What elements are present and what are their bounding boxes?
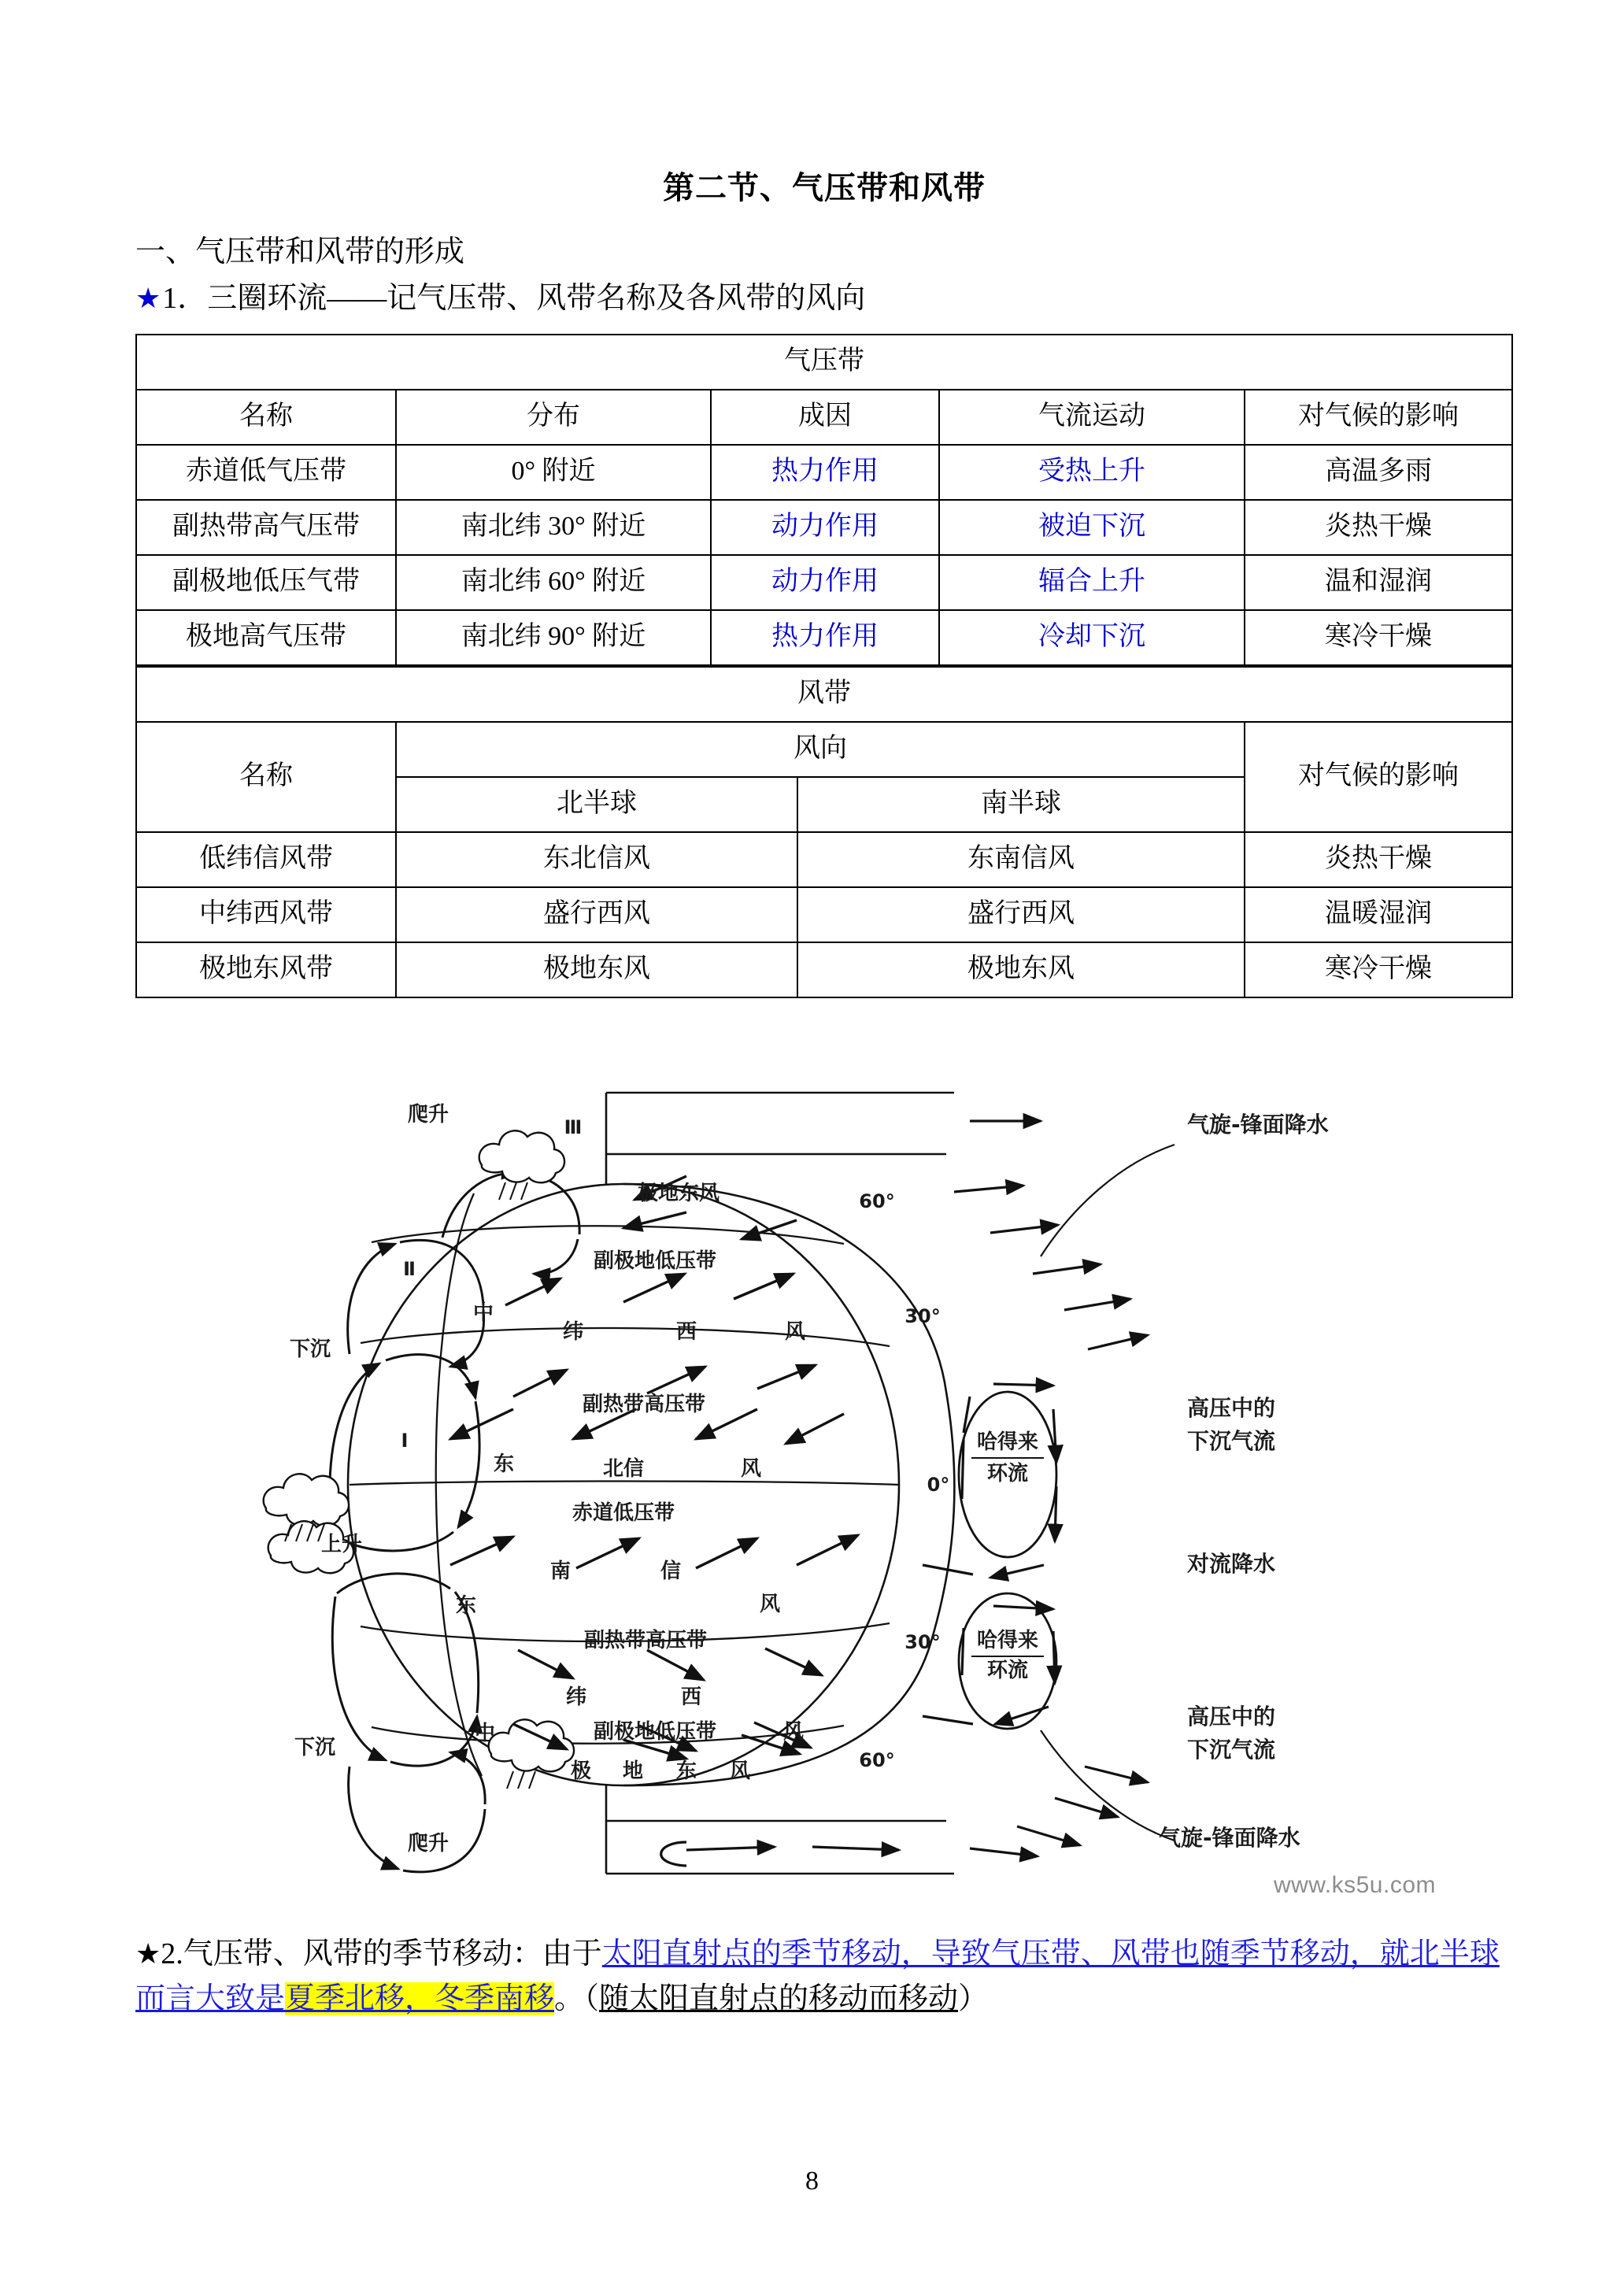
label-se-trade-4: 风	[759, 1592, 781, 1616]
latitude-lines	[350, 1226, 899, 1744]
label-ne-trade-2: 北信	[602, 1456, 645, 1481]
label-hadley-top-line1: 哈得来	[976, 1430, 1039, 1454]
cell-climate: 高温多雨	[1245, 445, 1512, 500]
cell-dist: 南北纬 90° 附近	[396, 610, 711, 665]
label-sink-top: 下沉	[289, 1337, 331, 1361]
label-lat-30-south: 30°	[904, 1630, 941, 1653]
label-polar-east-s-1: 极	[570, 1759, 592, 1783]
circulation-figure-svg	[135, 1045, 1511, 1911]
label-lat-0: 0°	[927, 1473, 950, 1496]
label-cell-2: Ⅱ	[403, 1257, 416, 1280]
cell-name: 中纬西风带	[136, 887, 396, 942]
label-polar-east-s-4: 风	[729, 1759, 751, 1783]
label-hadley-bottom-line2: 环流	[986, 1658, 1029, 1682]
table-row	[136, 887, 1512, 942]
cell-dist: 南北纬 30° 附近	[396, 500, 711, 555]
column-header-cause: 成因	[711, 390, 939, 445]
label-ne-trade-3: 风	[740, 1456, 762, 1481]
page-title: 第二节、气压带和风带	[663, 170, 986, 205]
diagram-text-labels	[290, 1103, 1329, 1856]
cell-south: 盛行西风	[797, 887, 1245, 942]
label-polar-easterly-north: 极地东风	[637, 1181, 720, 1205]
label-high-sink-bot-line2: 下沉气流	[1187, 1736, 1276, 1763]
label-high-sink-top-line1: 高压中的	[1187, 1394, 1276, 1421]
label-lat-60-south: 60°	[859, 1748, 895, 1771]
cell-climate: 温暖湿润	[1245, 887, 1512, 942]
label-subpolar-low-north: 副极地低压带	[593, 1249, 717, 1273]
column-header-north-hemisphere: 北半球	[396, 777, 797, 832]
paragraph-segment-plain: 2.气压带、风带的季节移动：由于	[161, 1937, 602, 1970]
table-header-row	[136, 390, 1512, 445]
label-polar-east-s-2: 地	[622, 1759, 644, 1783]
label-polar-east-s-3: 东	[675, 1759, 697, 1783]
label-hadley-top-line2: 环流	[986, 1461, 1029, 1486]
label-cyclone-front-top: 气旋-锋面降水	[1187, 1111, 1329, 1138]
seasonal-shift-paragraph	[135, 1932, 1513, 2023]
label-lat-30-north: 30°	[904, 1304, 941, 1327]
wind-belt-banner: 风带	[136, 667, 1512, 722]
cell-dist: 0° 附近	[396, 445, 711, 500]
cell-cause: 动力作用	[711, 555, 939, 610]
table-row	[136, 832, 1512, 887]
label-cell-1: Ⅰ	[401, 1429, 409, 1452]
cell-north: 东北信风	[396, 832, 797, 887]
table-row	[136, 942, 1512, 997]
cell-name: 极地高气压带	[136, 610, 396, 665]
cell-north: 极地东风	[396, 942, 797, 997]
cell-airflow: 被迫下沉	[939, 500, 1245, 555]
label-ne-trade-1: 东	[493, 1452, 515, 1476]
cell-north: 盛行西风	[396, 887, 797, 942]
label-convective-rain: 对流降水	[1187, 1550, 1276, 1577]
label-high-sink-bot-line1: 高压中的	[1187, 1703, 1276, 1730]
pressure-belt-table	[135, 334, 1513, 666]
column-header-climate: 对气候的影响	[1245, 390, 1512, 445]
page-number: 8	[805, 2166, 819, 2196]
label-se-trade-3: 东	[455, 1593, 477, 1618]
column-header-name: 名称	[136, 390, 396, 445]
label-mid-west-n-4: 风	[784, 1319, 806, 1344]
subsection-heading-row	[135, 279, 1513, 319]
cross-section-arrows	[661, 1121, 1148, 1866]
cell-climate: 炎热干燥	[1245, 832, 1512, 887]
table-banner-row	[136, 335, 1512, 390]
wind-belt-table	[135, 666, 1513, 998]
table-row	[136, 500, 1512, 555]
cell-airflow: 辐合上升	[939, 555, 1245, 610]
cell-airflow: 冷却下沉	[939, 610, 1245, 665]
label-se-trade-1: 南	[549, 1559, 572, 1583]
label-mid-west-s-4: 风	[782, 1719, 805, 1744]
column-header-south-hemisphere: 南半球	[797, 777, 1245, 832]
label-equatorial-low: 赤道低压带	[572, 1500, 675, 1525]
cell-airflow: 受热上升	[939, 445, 1245, 500]
column-header-airflow: 气流运动	[939, 390, 1245, 445]
paragraph-segment-underlined: 随太阳直射点的移动而移动	[599, 1982, 959, 2016]
paragraph-segment-close-paren: ）	[958, 1982, 989, 2016]
cell-name: 低纬信风带	[136, 832, 396, 887]
label-mid-west-s-1: 中	[474, 1721, 496, 1745]
label-sink-bottom: 下沉	[294, 1735, 336, 1759]
paragraph-segment-highlight: 夏季北移，冬季南移	[285, 1982, 555, 2016]
cell-cause: 动力作用	[711, 500, 939, 555]
cell-cause: 热力作用	[711, 610, 939, 665]
cell-climate: 寒冷干燥	[1245, 610, 1512, 665]
label-cell-3: Ⅲ	[564, 1116, 583, 1138]
cell-climate: 温和湿润	[1245, 555, 1512, 610]
cell-climate: 炎热干燥	[1245, 500, 1512, 555]
label-subtropical-high-south: 副热带高压带	[583, 1628, 708, 1652]
cell-dist: 南北纬 60° 附近	[396, 555, 711, 610]
table-banner-row	[136, 667, 1512, 722]
cell-south: 极地东风	[797, 942, 1245, 997]
table-header-row-1	[136, 722, 1512, 777]
paragraph-segment-punct: 。（	[554, 1982, 600, 2016]
label-climb-top: 爬升	[407, 1102, 449, 1127]
label-se-trade-2: 信	[660, 1559, 682, 1583]
label-mid-west-n-3: 西	[675, 1319, 697, 1344]
label-leader-lines	[1041, 1145, 1175, 1841]
cell-name: 副热带高气压带	[136, 500, 396, 555]
section-heading: 一、气压带和风带的形成	[135, 235, 465, 268]
cell-south: 东南信风	[797, 832, 1245, 887]
label-hadley-bottom-line1: 哈得来	[976, 1628, 1039, 1652]
three-cell-circulation-diagram	[135, 1045, 1511, 1911]
label-mid-west-n-2: 纬	[562, 1319, 584, 1344]
table-row	[136, 445, 1512, 500]
column-header-wind-direction: 风向	[396, 722, 1245, 777]
table-row	[136, 555, 1512, 610]
paragraph-segment-link: 太阳直射点的季节移动，导致气压带、风带也随季节移动，就北半球而言大致是	[135, 1937, 1500, 2016]
column-header-climate: 对气候的影响	[1245, 722, 1512, 832]
cell-name: 赤道低气压带	[136, 445, 396, 500]
column-header-dist: 分布	[396, 390, 711, 445]
label-subtropical-high-north: 副热带高压带	[582, 1392, 706, 1416]
label-mid-west-n-1: 中	[472, 1301, 494, 1325]
page-content	[135, 0, 1513, 2022]
label-mid-west-s-2: 纬	[565, 1685, 587, 1709]
star-bullet-icon: ★	[135, 283, 161, 315]
table-row	[136, 610, 1512, 665]
star-bullet-icon-2: ★	[135, 1937, 161, 1970]
cell-name: 极地东风带	[136, 942, 396, 997]
label-rise: 上升	[320, 1532, 363, 1556]
label-cyclone-front-bottom: 气旋-锋面降水	[1159, 1824, 1300, 1851]
column-header-name: 名称	[136, 722, 396, 832]
cell-cause: 热力作用	[711, 445, 939, 500]
subsection-heading: 1．三圈环流——记气压带、风带名称及各风带的风向	[162, 282, 866, 316]
pressure-belt-banner: 气压带	[136, 335, 1512, 390]
label-subpolar-low-south: 副极地低压带	[593, 1719, 717, 1744]
label-high-sink-top-line2: 下沉气流	[1187, 1427, 1276, 1454]
label-mid-west-s-3: 西	[680, 1685, 702, 1709]
label-climb-bottom: 爬升	[407, 1831, 449, 1856]
cell-climate: 寒冷干燥	[1245, 942, 1512, 997]
label-lat-60-north: 60°	[859, 1190, 895, 1212]
site-watermark: www.ks5u.com	[1273, 1871, 1436, 1898]
cell-name: 副极地低压气带	[136, 555, 396, 610]
